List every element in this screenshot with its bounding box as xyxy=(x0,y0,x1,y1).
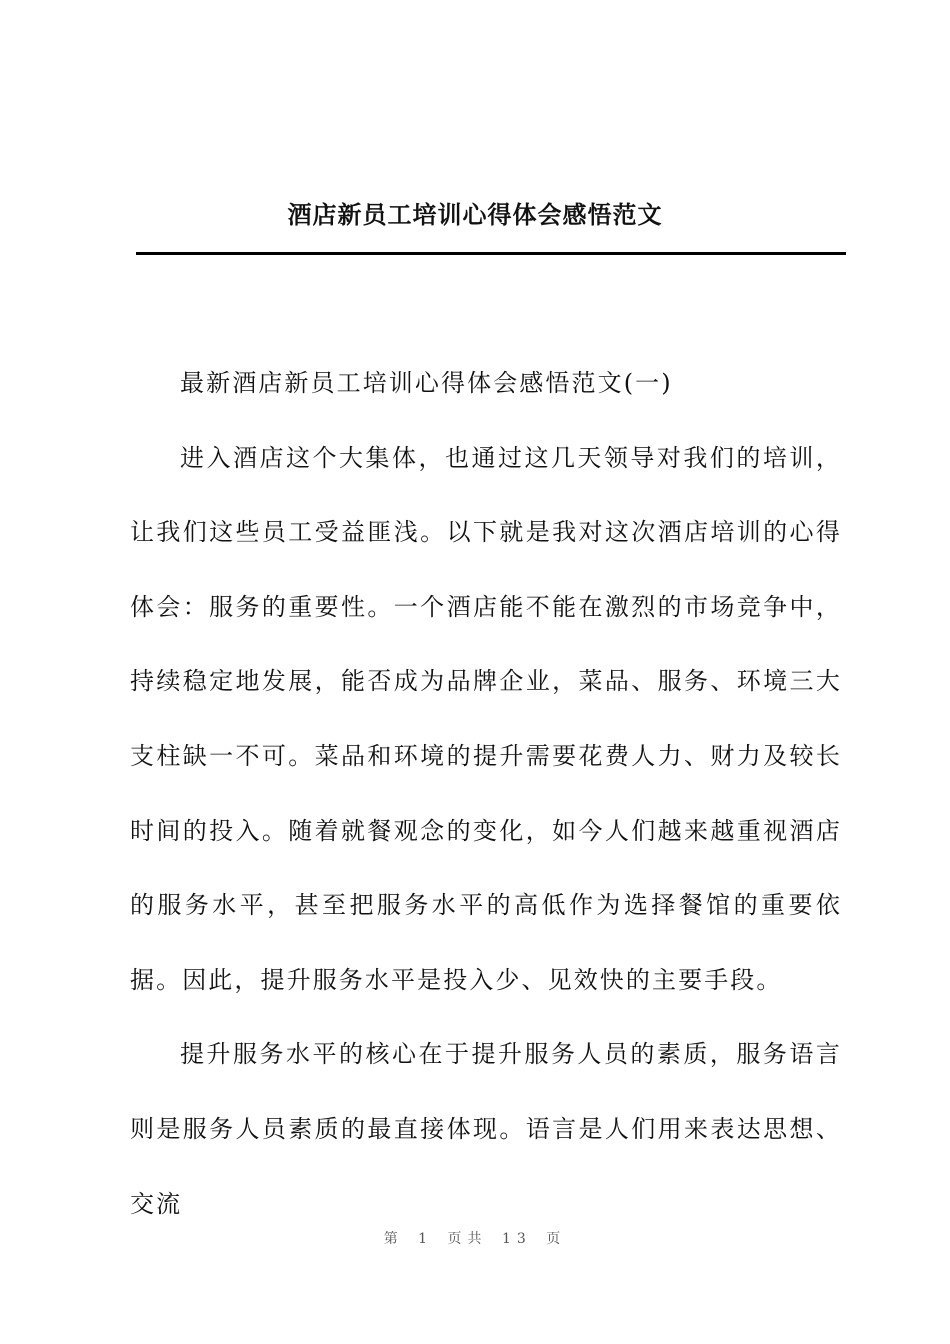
document-title: 酒店新员工培训心得体会感悟范文 xyxy=(287,200,663,229)
paragraph: 进入酒店这个大集体，也通过这几天领导对我们的培训，让我们这些员工受益匪浅。以下就是我对这次酒店培训的心得体会：服务的重要性。一个酒店能不能在激烈的市场竞争中，持续稳定地发展，能否成为品牌企业，菜品、服务、环境三大支柱缺一不可。菜品和环境的提升需要花费人力、财力及较长时间的投入。随着就餐观念的变化，如今人们越来越重视酒店的服务水平，甚至把服务水平的高低作为选择餐馆的重要依据。因此，提升服务水平是投入少、见效快的主要手段。 xyxy=(130,443,842,994)
page-footer: 第 1 页共 13 页 xyxy=(383,1231,567,1247)
document-body xyxy=(130,346,842,1241)
title-divider xyxy=(136,252,846,255)
paragraph: 提升服务水平的核心在于提升服务人员的素质，服务语言则是服务人员素质的最直接体现。语言是人们用来表达思想、交流 xyxy=(130,1040,842,1218)
paragraph-heading: 最新酒店新员工培训心得体会感悟范文(一) xyxy=(180,369,673,397)
